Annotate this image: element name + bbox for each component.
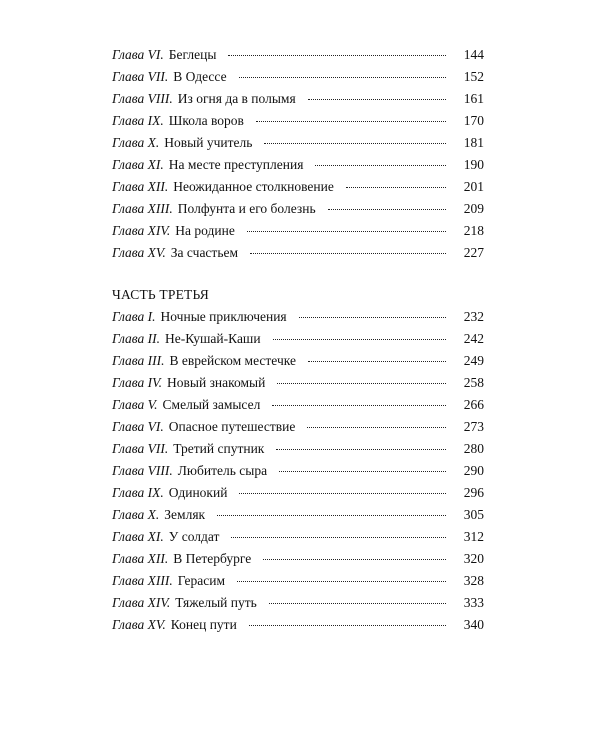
toc-entry <box>112 372 484 394</box>
toc-entry <box>112 44 484 66</box>
dot-leader <box>237 581 446 582</box>
toc-entry <box>112 350 484 372</box>
chapter-number: Глава XII. <box>112 551 169 566</box>
chapter-title: Новый знакомый <box>167 375 266 390</box>
chapter-number: Глава III. <box>112 353 165 368</box>
toc-entry <box>112 328 484 350</box>
chapter-title: Полфунта и его болезнь <box>177 201 316 216</box>
chapter-number: Глава VIII. <box>112 91 173 106</box>
chapter-number: Глава X. <box>112 135 160 150</box>
chapter-title: На родине <box>175 223 235 238</box>
dot-leader <box>308 361 446 362</box>
page-number: 290 <box>463 463 484 478</box>
chapter-title: Школа воров <box>168 113 244 128</box>
page-number: 144 <box>463 47 484 62</box>
table-of-contents-part-two <box>112 44 484 264</box>
toc-entry <box>112 482 484 504</box>
chapter-number: Глава IV. <box>112 375 163 390</box>
page-number: 258 <box>463 375 484 390</box>
toc-entry <box>112 88 484 110</box>
chapter-number: Глава IX. <box>112 485 164 500</box>
chapter-number: Глава XV. <box>112 245 166 260</box>
page-number: 320 <box>463 551 484 566</box>
chapter-number: Глава XI. <box>112 157 164 172</box>
chapter-title: Третий спутник <box>173 441 265 456</box>
page-number: 312 <box>463 529 484 544</box>
chapter-number: Глава VI. <box>112 47 164 62</box>
page-number: 190 <box>463 157 484 172</box>
page-number: 209 <box>463 201 484 216</box>
chapter-title: Одинокий <box>168 485 228 500</box>
chapter-number: Глава I. <box>112 309 156 324</box>
chapter-title: Опасное путешествие <box>168 419 296 434</box>
dot-leader <box>308 99 446 100</box>
chapter-number: Глава VII. <box>112 441 169 456</box>
dot-leader <box>277 383 446 384</box>
page-number: 227 <box>463 245 484 260</box>
chapter-title: Из огня да в полымя <box>177 91 296 106</box>
toc-entry <box>112 198 484 220</box>
toc-entry <box>112 548 484 570</box>
chapter-title: На месте преступления <box>168 157 304 172</box>
page-number: 170 <box>463 113 484 128</box>
toc-entry <box>112 132 484 154</box>
chapter-title: В Одессе <box>173 69 227 84</box>
dot-leader <box>249 625 446 626</box>
chapter-title: В еврейском местечке <box>169 353 296 368</box>
dot-leader <box>328 209 446 210</box>
dot-leader <box>299 317 446 318</box>
toc-entry <box>112 416 484 438</box>
toc-entry <box>112 592 484 614</box>
toc-entry <box>112 154 484 176</box>
toc-entry <box>112 614 484 636</box>
chapter-title: Беглецы <box>168 47 217 62</box>
toc-entry <box>112 570 484 592</box>
chapter-title: Смелый замысел <box>162 397 261 412</box>
chapter-number: Глава VIII. <box>112 463 173 478</box>
chapter-number: Глава XI. <box>112 529 164 544</box>
dot-leader <box>279 471 446 472</box>
chapter-title: Земляк <box>164 507 206 522</box>
dot-leader <box>346 187 446 188</box>
chapter-title: В Петербурге <box>173 551 252 566</box>
chapter-title: За счастьем <box>170 245 239 260</box>
page-number: 328 <box>463 573 484 588</box>
chapter-number: Глава XV. <box>112 617 166 632</box>
dot-leader <box>231 537 446 538</box>
page-number: 249 <box>463 353 484 368</box>
page-number: 296 <box>463 485 484 500</box>
page-number: 266 <box>463 397 484 412</box>
dot-leader <box>269 603 446 604</box>
toc-entry <box>112 306 484 328</box>
toc-entry <box>112 66 484 88</box>
page-number: 218 <box>463 223 484 238</box>
toc-entry <box>112 526 484 548</box>
page-number: 181 <box>463 135 484 150</box>
chapter-number: Глава XIII. <box>112 201 173 216</box>
chapter-title: Ночные приключения <box>160 309 287 324</box>
toc-entry <box>112 394 484 416</box>
dot-leader <box>276 449 446 450</box>
page-number: 152 <box>463 69 484 84</box>
part-three-heading: ЧАСТЬ ТРЕТЬЯ <box>112 287 209 302</box>
page-number: 305 <box>463 507 484 522</box>
chapter-number: Глава XIV. <box>112 223 171 238</box>
toc-entry <box>112 504 484 526</box>
chapter-number: Глава X. <box>112 507 160 522</box>
chapter-number: Глава V. <box>112 397 158 412</box>
dot-leader <box>228 55 446 56</box>
chapter-title: Конец пути <box>170 617 237 632</box>
chapter-title: Неожиданное столкновение <box>173 179 334 194</box>
dot-leader <box>239 77 446 78</box>
page-number: 340 <box>463 617 484 632</box>
chapter-title: Новый учитель <box>164 135 253 150</box>
page-number: 201 <box>463 179 484 194</box>
page-number: 242 <box>463 331 484 346</box>
page-number: 232 <box>463 309 484 324</box>
chapter-number: Глава XIII. <box>112 573 173 588</box>
chapter-title: Герасим <box>177 573 226 588</box>
toc-entry <box>112 242 484 264</box>
dot-leader <box>250 253 446 254</box>
toc-entry <box>112 110 484 132</box>
chapter-number: Глава XII. <box>112 179 169 194</box>
page-number: 273 <box>463 419 484 434</box>
chapter-number: Глава II. <box>112 331 161 346</box>
dot-leader <box>307 427 446 428</box>
chapter-title: Тяжелый путь <box>175 595 257 610</box>
dot-leader <box>272 405 446 406</box>
page-number: 161 <box>463 91 484 106</box>
dot-leader <box>263 559 446 560</box>
chapter-number: Глава VII. <box>112 69 169 84</box>
dot-leader <box>239 493 446 494</box>
dot-leader <box>273 339 446 340</box>
chapter-title: У солдат <box>168 529 220 544</box>
toc-entry <box>112 438 484 460</box>
dot-leader <box>217 515 446 516</box>
dot-leader <box>256 121 446 122</box>
toc-entry <box>112 176 484 198</box>
table-of-contents-part-three <box>112 306 484 636</box>
dot-leader <box>264 143 446 144</box>
chapter-title: Не-Кушай-Каши <box>165 331 261 346</box>
toc-entry <box>112 460 484 482</box>
chapter-number: Глава IX. <box>112 113 164 128</box>
chapter-number: Глава VI. <box>112 419 164 434</box>
page-number: 280 <box>463 441 484 456</box>
chapter-number: Глава XIV. <box>112 595 171 610</box>
dot-leader <box>315 165 446 166</box>
toc-entry <box>112 220 484 242</box>
chapter-title: Любитель сыра <box>177 463 268 478</box>
dot-leader <box>247 231 446 232</box>
page-number: 333 <box>463 595 484 610</box>
